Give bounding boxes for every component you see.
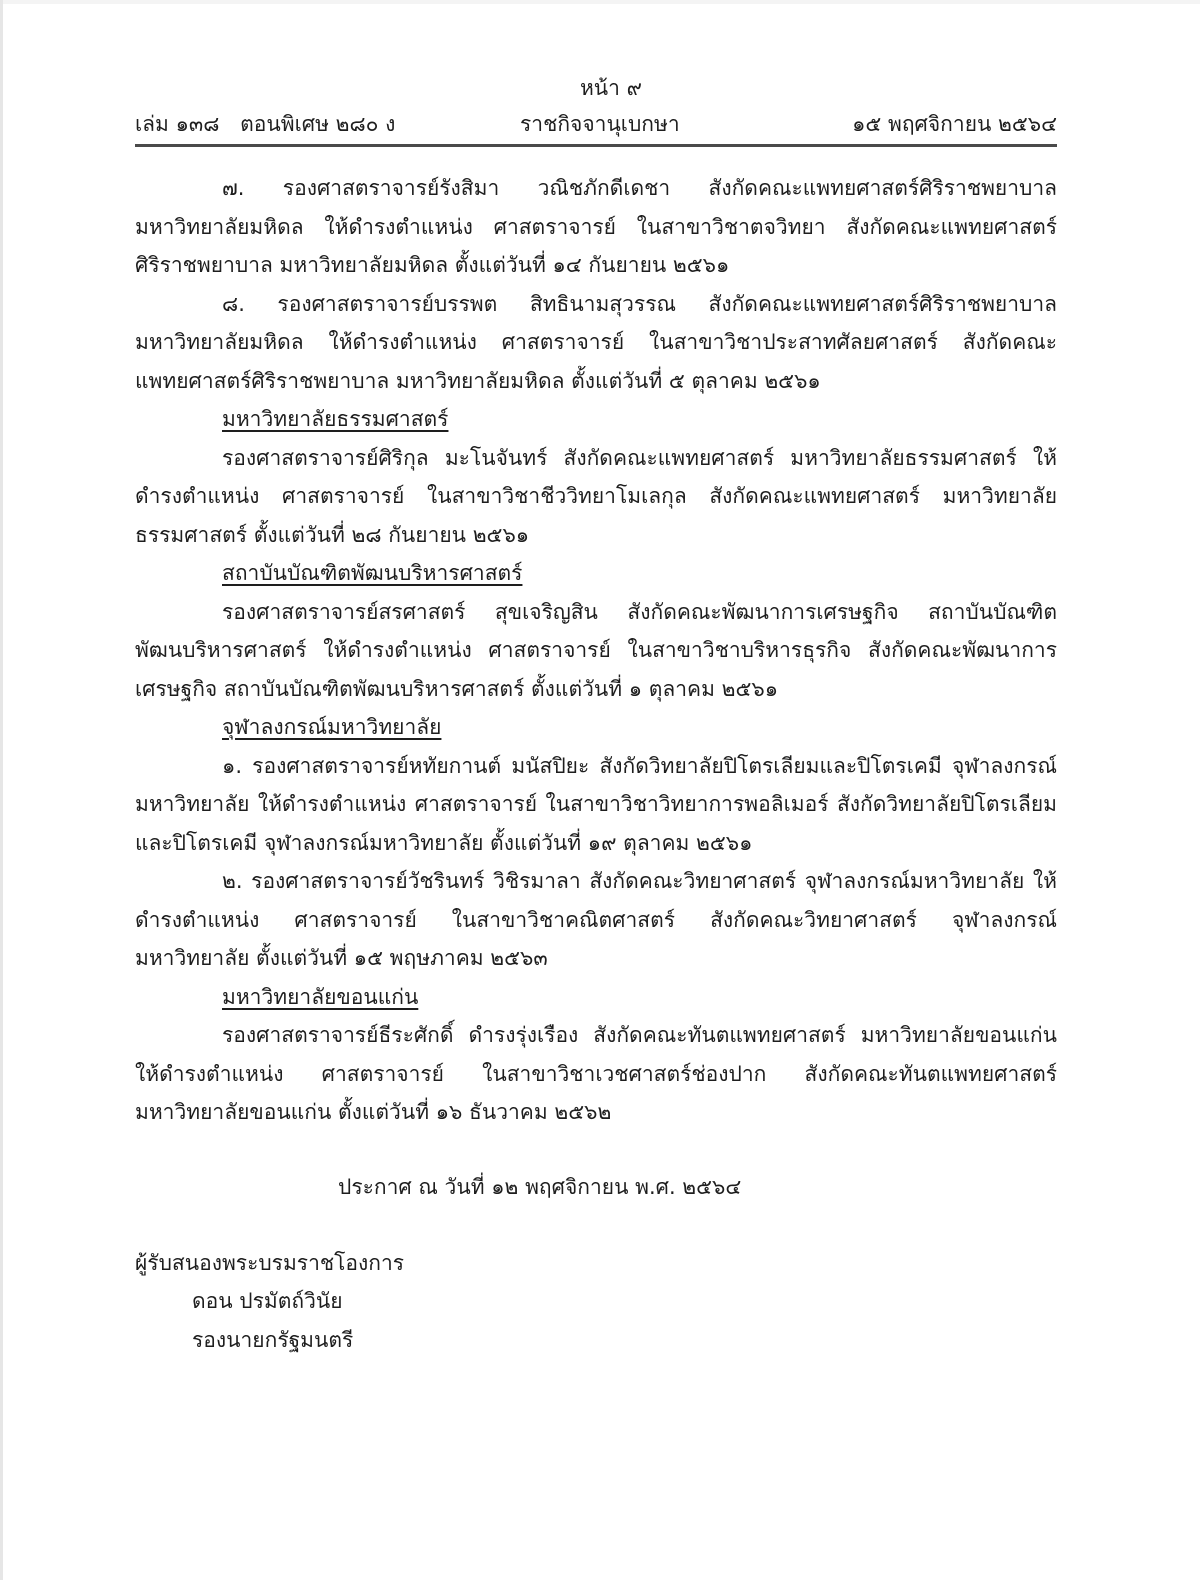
paragraph-item-8	[135, 285, 1057, 401]
gazette-header	[135, 106, 1057, 147]
paragraph-text: ๗. รองศาสตราจารย์รังสิมา วณิชภักดีเดชา สังกัดคณะแพทยศาสตร์ศิริราชพยาบาล มหาวิทยาลัยมหิดล ให้ดำรงตำแหน่ง ศาสตราจารย์ ในสาขาวิชาตจวิทยา สังกัดคณะแพทยศาสตร์ศิริราชพยาบาล มหาวิทยาลัยมหิดล ตั้งแต่วันที่ ๑๔ กันยายน ๒๕๖๑	[135, 176, 1057, 277]
paragraph-khonkaen	[135, 1016, 1057, 1132]
section-heading-nida: สถาบันบัณฑิตพัฒนบริหารศาสตร์	[222, 561, 523, 585]
header-volume-issue	[135, 106, 409, 142]
page-number: หน้า ๙	[579, 76, 643, 100]
header-date: ๑๕ พฤศจิกายน ๒๕๖๔	[852, 112, 1057, 136]
header-issue: ตอนพิเศษ ๒๘๐ ง	[240, 112, 396, 136]
section-heading-khonkaen: มหาวิทยาลัยขอนแก่น	[222, 984, 419, 1009]
paragraph-text: รองศาสตราจารย์ศิริกุล มะโนจันทร์ สังกัดคณะแพทยศาสตร์ มหาวิทยาลัยธรรมศาสตร์ ให้ดำรงตำแหน่ง ศาสตราจารย์ ในสาขาวิชาชีววิทยาโมเลกุล สังกัดคณะแพทยศาสตร์ มหาวิทยาลัยธรรมศาสตร์ ตั้งแต่วันที่ ๒๘ กันยายน ๒๕๖๑	[135, 445, 1057, 547]
signatory-name: ดอน ปรมัตถ์วินัย	[192, 1289, 343, 1313]
page-top-edge	[0, 0, 1200, 4]
paragraph-nida	[135, 593, 1057, 709]
document-body	[135, 169, 1057, 1132]
section-heading-thammasat: มหาวิทยาลัยธรรมศาสตร์	[222, 407, 449, 431]
header-volume: เล่ม ๑๓๘	[135, 112, 220, 136]
paragraph-item-7	[135, 169, 1057, 285]
signature-block	[135, 1244, 1057, 1360]
paragraph-thammasat	[135, 439, 1057, 555]
announcement-date: ประกาศ ณ วันที่ ๑๒ พฤศจิกายน พ.ศ. ๒๕๖๔	[338, 1174, 742, 1199]
section-heading-chulalongkorn: จุฬาลงกรณ์มหาวิทยาลัย	[222, 715, 442, 739]
paragraph-text: ๘. รองศาสตราจารย์บรรพต สิทธินามสุวรรณ สังกัดคณะแพทยศาสตร์ศิริราชพยาบาล มหาวิทยาลัยมหิดล ให้ดำรงตำแหน่ง ศาสตราจารย์ ในสาขาวิชาประสาทศัลยศาสตร์ สังกัดคณะแพทยศาสตร์ศิริราชพยาบาล มหาวิทยาลัยมหิดล ตั้งแต่วันที่ ๕ ตุลาคม ๒๕๖๑	[135, 291, 1057, 393]
signatory-title: รองนายกรัฐมนตรี	[192, 1327, 354, 1352]
page-left-edge	[0, 0, 3, 1580]
paragraph-chula-item-2	[135, 862, 1057, 978]
gazette-page	[135, 70, 1057, 1359]
paragraph-text: ๒. รองศาสตราจารย์วัชรินทร์ วิชิรมาลา สังกัดคณะวิทยาศาสตร์ จุฬาลงกรณ์มหาวิทยาลัย ให้ดำรงตำแหน่ง ศาสตราจารย์ ในสาขาวิชาคณิตศาสตร์ สังกัดคณะวิทยาศาสตร์ จุฬาลงกรณ์มหาวิทยาลัย ตั้งแต่วันที่ ๑๕ พฤษภาคม ๒๕๖๓	[135, 869, 1057, 970]
paragraph-text: รองศาสตราจารย์สรศาสตร์ สุขเจริญสิน สังกัดคณะพัฒนาการเศรษฐกิจ สถาบันบัณฑิตพัฒนบริหารศาสตร์ ให้ดำรงตำแหน่ง ศาสตราจารย์ ในสาขาวิชาบริหารธุรกิจ สังกัดคณะพัฒนาการเศรษฐกิจ สถาบันบัณฑิตพัฒนบริหารศาสตร์ ตั้งแต่วันที่ ๑ ตุลาคม ๒๕๖๑	[135, 599, 1057, 701]
countersign-label: ผู้รับสนองพระบรมราชโองการ	[135, 1250, 405, 1275]
paragraph-text: รองศาสตราจารย์ธีระศักดิ์ ดำรงรุ่งเรือง สังกัดคณะทันตแพทยศาสตร์ มหาวิทยาลัยขอนแก่น ให้ดำรงตำแหน่ง ศาสตราจารย์ ในสาขาวิชาเวชศาสตร์ช่องปาก สังกัดคณะทันตแพทยศาสตร์ มหาวิทยาลัยขอนแก่น ตั้งแต่วันที่ ๑๖ ธันวาคม ๒๕๖๒	[135, 1023, 1057, 1124]
header-publication: ราชกิจจานุเบกษา	[520, 112, 680, 136]
paragraph-chula-item-1	[135, 747, 1057, 863]
paragraph-text: ๑. รองศาสตราจารย์หทัยกานต์ มนัสปิยะ สังกัดวิทยาลัยปิโตรเลียมและปิโตรเคมี จุฬาลงกรณ์มหาวิทยาลัย ให้ดำรงตำแหน่ง ศาสตราจารย์ ในสาขาวิชาวิทยาการพอลิเมอร์ สังกัดวิทยาลัยปิโตรเลียมและปิโตรเคมี จุฬาลงกรณ์มหาวิทยาลัย ตั้งแต่วันที่ ๑๙ ตุลาคม ๒๕๖๑	[135, 753, 1057, 855]
